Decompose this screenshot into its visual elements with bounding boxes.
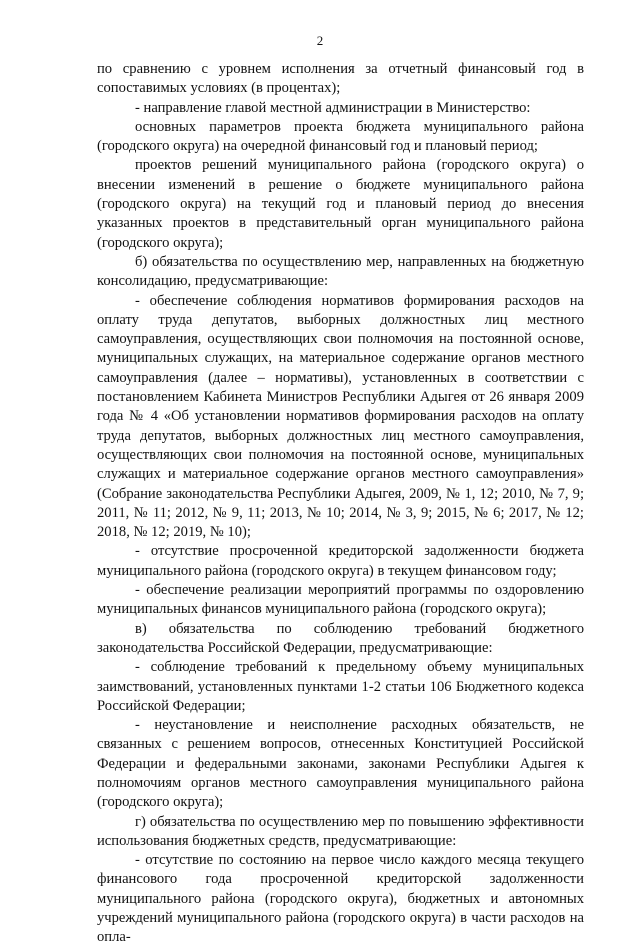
paragraph: б) обязательства по осуществлению мер, направленных на бюджетную консолидацию, предусматривающие: bbox=[97, 253, 584, 290]
paragraph: по сравнению с уровнем исполнения за отчетный финансовый год в сопоставимых условиях (в процентах); bbox=[97, 61, 584, 97]
paragraph: г) обязательства по осуществлению мер по повышению эффективности использования бюджетных средств, предусматривающие: bbox=[97, 813, 584, 849]
paragraph: - направление главой местной администрации в Министерство: bbox=[135, 99, 531, 116]
paragraph: в) обязательства по соблюдению требований бюджетного законодательства Российской Федерации, предусматривающие: bbox=[97, 620, 584, 656]
paragraph: - отсутствие по состоянию на первое число каждого месяца текущего финансового года просроченной кредиторской задолженности муниципального района (городского округа), бюджетных и автономных учреждений муниципального района (городского округа) в части расходов на опла- bbox=[97, 852, 584, 946]
page-number: 2 bbox=[316, 33, 324, 48]
paragraph: - неустановление и неисполнение расходных обязательств, не связанных с решением вопросов, отнесенных Конституцией Российской Федерации и федеральными законами, законами Республики Адыгея к полномочиям органов местного самоуправления муниципального района (городского округа); bbox=[97, 717, 584, 811]
paragraph: - отсутствие просроченной кредиторской задолженности бюджета муниципального района (городского округа) в текущем финансовом году; bbox=[97, 543, 584, 579]
paragraph: - обеспечение соблюдения нормативов формирования расходов на оплату труда депутатов, выборных должностных лиц местного самоуправления, осуществляющих свои полномочия на постоянной основе, муниципальных служащих, на материальное содержание органов местного самоуправления (далее – нормативы), установленных в соответствии с постановлением Кабинета Министров Республики Адыгея от 26 января 2009 года № 4 «Об установлении нормативов формирования расходов на оплату труда депутатов, выборных должностных лиц местного самоуправления, осуществляющих свои полномочия на постоянной основе, муниципальных служащих и материальное содержание органов местного самоуправления» (Собрание законодательства Республики Адыгея, 2009, № 1, 12; 2010, № 7, 9; 2011, № 11; 2012, № 9, 11; 2013, № 10; 2014, № 3, 9; 2015, № 6; 2017, № 12; 2018, № 12; 2019, № 10); bbox=[97, 292, 584, 541]
paragraph: - соблюдение требований к предельному объему муниципальных заимствований, установленных пунктами 1-2 статьи 106 Бюджетного кодекса Российской Федерации; bbox=[97, 659, 584, 714]
paragraph: проектов решений муниципального района (городского округа) о внесении изменений в решение о бюджете муниципального района (городского округа) на текущий год и плановый период до внесения указанных проектов в представительный орган муниципального района (городского округа); bbox=[97, 157, 584, 251]
paragraph: - обеспечение реализации мероприятий программы по оздоровлению муниципальных финансов муниципального района (городского округа); bbox=[97, 582, 584, 618]
document-body bbox=[97, 60, 584, 948]
paragraph: основных параметров проекта бюджета муниципального района (городского округа) на очередной финансовый год и плановый период; bbox=[97, 118, 584, 155]
